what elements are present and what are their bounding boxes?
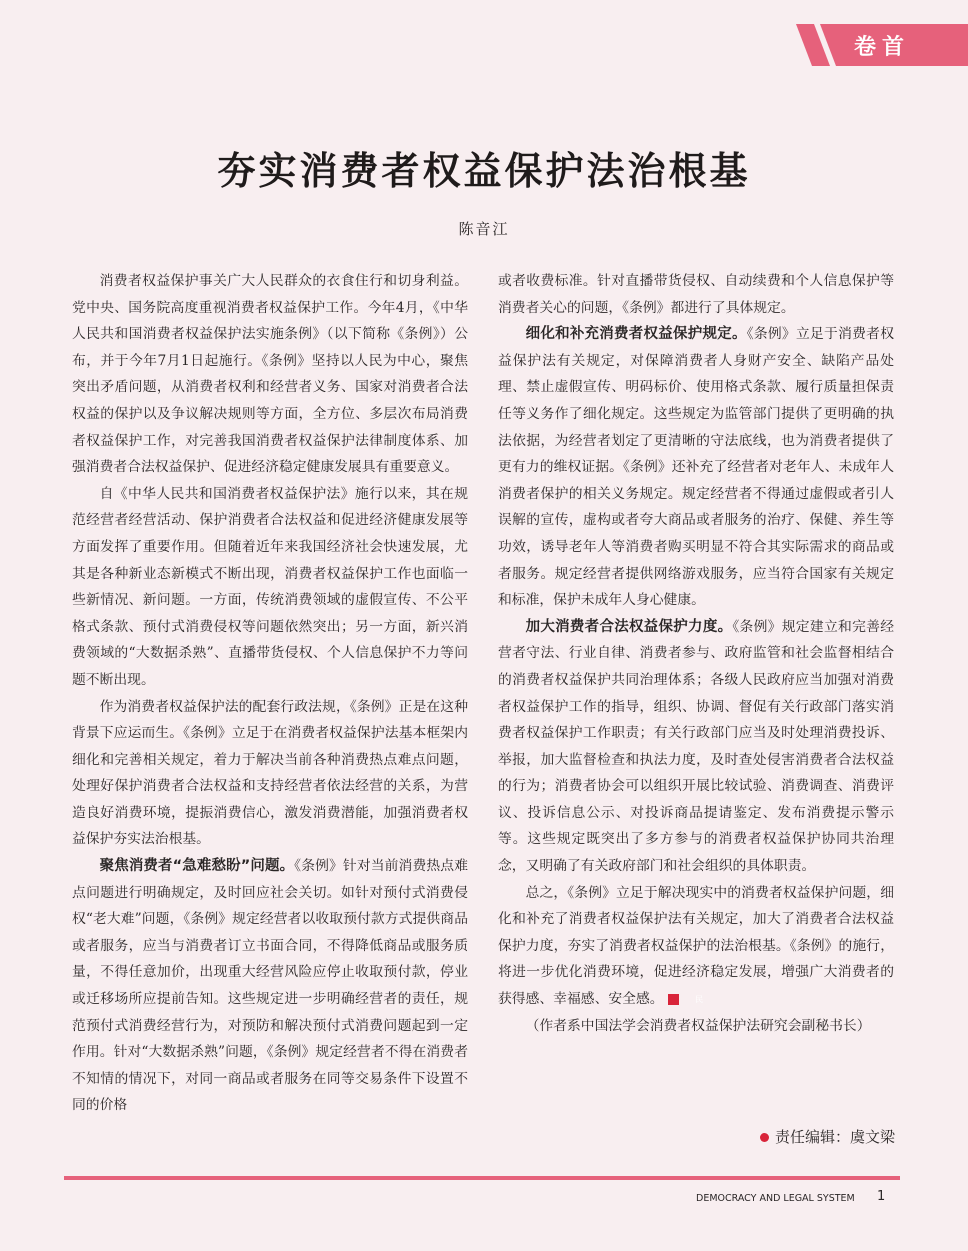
paragraph-body: 总之，《条例》立足于解决现实中的消费者权益保护问题，细化和补充了消费者权益保护法有关规定，加大了消费者合法权益保护力度，夯实了消费者权益保护的法治根基。《条例》的施行，将进一步优化消费环境，促进经济稳定发展，增强广大消费者的获得感、幸福感、安全感。 [498, 884, 894, 1008]
paragraph-lead: 加大消费者合法权益保护力度。 [525, 618, 733, 635]
editor-credit [760, 1126, 895, 1147]
paragraph [498, 880, 894, 1013]
paragraph [72, 853, 468, 1119]
left-column [72, 268, 468, 1119]
paragraph: 自《中华人民共和国消费者权益保护法》施行以来，其在规范经营者经营活动、保护消费者合法权益和促进经济健康发展等方面发挥了重要作用。但随着近年来我国经济社会快速发展，尤其是各种新业态新模式不断出现，消费者权益保护工作也面临一些新情况、新问题。一方面，传统消费领域的虚假宣传、不公平格式条款、预付式消费侵权等问题依然突出；另一方面，新兴消费领域的“大数据杀熟”、直播带货侵权、个人信息保护不力等问题不断出现。 [72, 485, 468, 688]
right-column [498, 268, 894, 1039]
paragraph-body: 《条例》规定建立和完善经营者守法、行业自律、消费者参与、政府监管和社会监督相结合的消费者权益保护共同治理体系；各级人民政府应当加强对消费者权益保护工作的指导，组织、协调、督促有关行政部门落实消费者权益保护工作职责；有关行政部门应当及时处理消费投诉、举报，加大监督检查和执法力度，及时查处侵害消费者合法权益的行为；消费者协会可以组织开展比较试验、消费调查、消费评议、投诉信息公示、对投诉商品提请鉴定、发布消费提示警示等。这些规定既突出了多方参与的消费者权益保护协同共治理念，又明确了有关政府部门和社会组织的具体职责。 [498, 618, 895, 875]
paragraph: 作为消费者权益保护法的配套行政法规，《条例》正是在这种背景下应运而生。《条例》立足于在消费者权益保护法基本框架内细化和完善相关规定，着力于解决当前各种消费热点难点问题，处理好保护消费者合法权益和支持经营者依法经营的关系，为营造良好消费环境，提振消费信心，激发消费潜能，加强消费者权益保护夯实法治根基。 [72, 698, 468, 848]
paragraph-body: 《条例》针对当前消费热点难点问题进行明确规定，及时回应社会关切。如针对预付式消费侵权“老大难”问题，《条例》规定经营者以收取预付款方式提供商品或者服务，应当与消费者订立书面合同，不得降低商品或服务质量，不得任意加价，出现重大经营风险应停止收取预付款，停业或迁移场所应提前告知。这些规定进一步明确经营者的责任，规范预付式消费经营行为，对预防和解决预付式消费问题起到一定作用。针对“大数据杀熟”问题，《条例》规定经营者不得在消费者不知情的情况下，对同一商品或者服务在同等交易条件下设置不同的价格 [72, 858, 468, 1114]
paragraph-body: 《条例》立足于消费者权益保护法有关规定，对保障消费者人身财产安全、缺陷产品处理、禁止虚假宣传、明码标价、使用格式条款、履行质量担保责任等义务作了细化规定。这些规定为监管部门提供了更明确的执法依据，为经营者划定了更清晰的守法底线，也为消费者提供了更有力的维权证据。《条例》还补充了经营者对老年人、未成年人消费者保护的相关义务规定。规定经营者不得通过虚假或者引人误解的宣传，虚构或者夸大商品或者服务的治疗、保健、养生等功效，诱导老年人等消费者购买明显不符合其实际需求的商品或者服务。规定经营者提供网络游戏服务，应当符合国家有关规定和标准，保护未成年人身心健康。 [498, 326, 894, 609]
footer-journal-name: DEMOCRACY AND LEGAL SYSTEM [696, 1193, 855, 1204]
footer-rule [64, 1176, 900, 1180]
section-tab [794, 24, 968, 66]
author-note: （作者系中国法学会消费者权益保护法研究会副秘书长） [525, 1017, 871, 1034]
paragraph-lead: 细化和补充消费者权益保护规定。 [525, 326, 747, 343]
paragraph [498, 321, 894, 614]
paragraph-lead: 聚焦消费者“急难愁盼”问题。 [99, 858, 295, 875]
editor-credit-text: 责任编辑：虞文梁 [774, 1128, 895, 1146]
article-title: 夯实消费者权益保护法治根基 [217, 149, 751, 193]
page-number: 1 [877, 1189, 886, 1204]
section-tab-label: 卷首 [854, 35, 911, 60]
end-mark-icon: 民 [668, 994, 679, 1005]
paragraph-continued: 或者收费标准。针对直播带货侵权、自动续费和个人信息保护等消费者关心的问题，《条例》都进行了具体规定。 [498, 273, 894, 316]
article-author: 陈音江 [458, 220, 510, 238]
paragraph: 消费者权益保护事关广大人民群众的衣食住行和切身利益。党中央、国务院高度重视消费者权益保护工作。今年4月，《中华人民共和国消费者权益保护法实施条例》（以下简称《条例》）公布，并于今年7月1日起施行。《条例》坚持以人民为中心，聚焦突出矛盾问题，从消费者权利和经营者义务、国家对消费者合法权益的保护以及争议解决规则等方面，全方位、多层次布局消费者权益保护工作，对完善我国消费者权益保护法律制度体系、加强消费者合法权益保护、促进经济稳定健康发展具有重要意义。 [72, 273, 468, 476]
red-dot-icon [760, 1133, 769, 1142]
paragraph [498, 614, 894, 880]
